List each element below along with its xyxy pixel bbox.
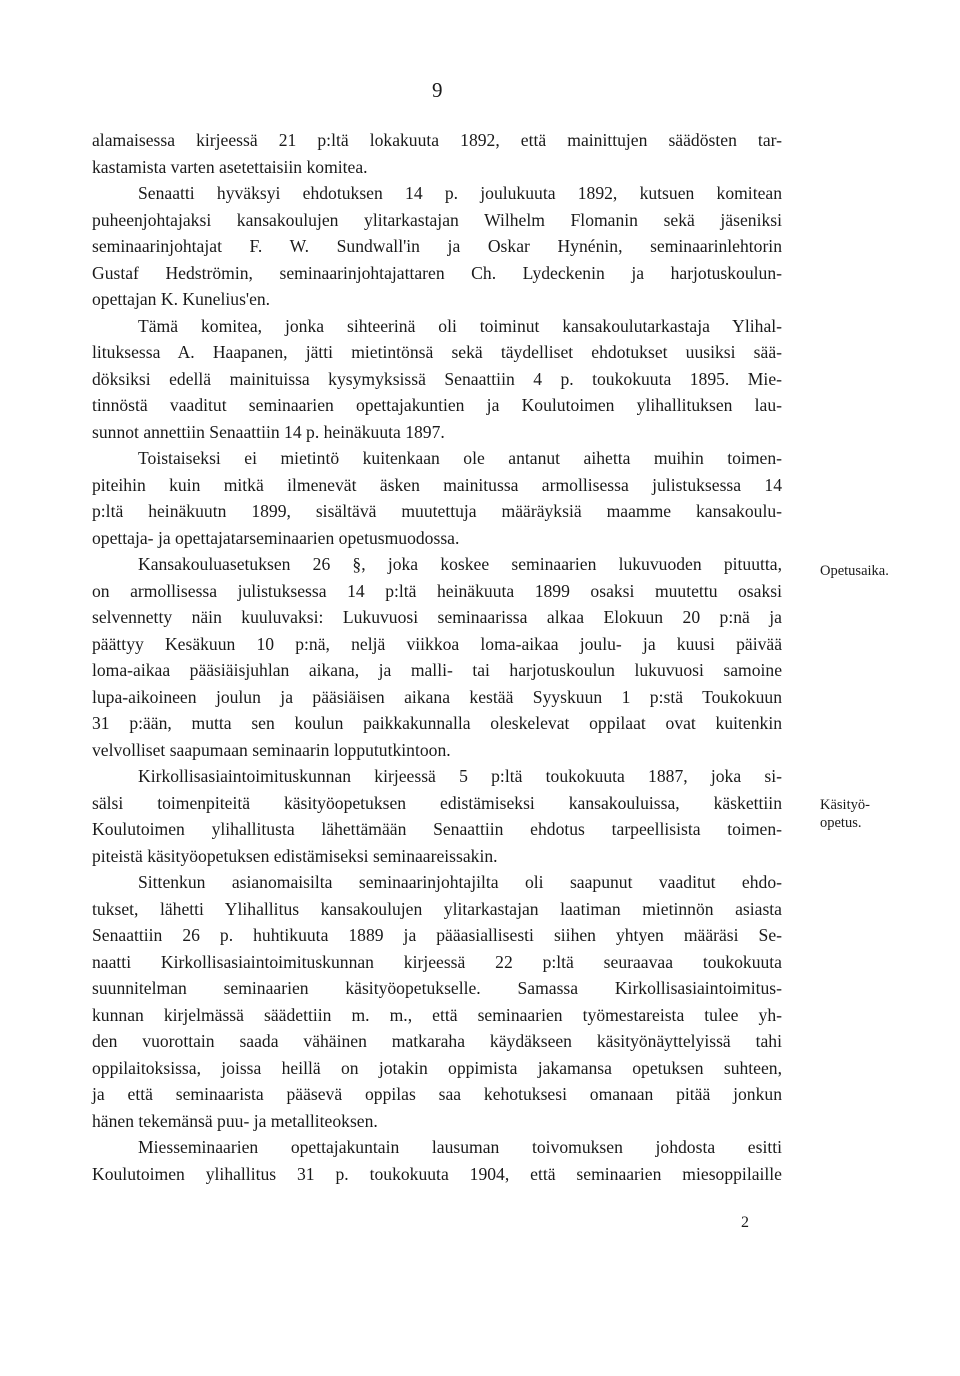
text-line: sunnot annettiin Senaattiin 14 p. heinäkuuta 1897. <box>92 421 445 442</box>
text-line: seminaarinjohtajat F. W. Sundwall'in ja Oskar Hynénin, seminaarinlehtorin <box>92 236 782 256</box>
text-line: piteihin kuin mitkä ilmenevät äsken mainitussa armollisessa julistuksessa 14 <box>92 474 782 495</box>
text-line: loma-aikaa pääsiäisjuhlan aikana, ja malli- tai harjotuskoulun lukuvuosi samoine <box>92 660 782 680</box>
text-line: Toistaiseksi ei mietintö kuitenkaan ole antanut aihetta muihin toimen- <box>138 448 782 468</box>
text-line: lupa-aikoineen joulun ja pääsiäisen aikana kestää Syyskuun 1 p:stä Toukokuun <box>92 686 782 707</box>
text-line: suunnitelman seminaarien käsityöopetukselle. Samassa Kirkollisasiaintoimitus- <box>92 978 782 998</box>
text-line: lituksessa A. Haapanen, jätti mietintönsä sekä täydelliset ehdotukset uusiksi sää- <box>92 342 782 362</box>
text-line: naatti Kirkollisasiaintoimituskunnan kirjeessä 22 p:ltä seuraavaa toukokuuta <box>92 951 782 972</box>
text-line: Kirkollisasiaintoimituskunnan kirjeessä 5 p:ltä toukokuuta 1887, joka si- <box>138 766 782 786</box>
text-line: kunnan kirjelmässä säädettiin m. m., että seminaarien työmestareista tulee yh- <box>92 1004 782 1025</box>
text-line: velvolliset saapumaan seminaarin loppututkintoon. <box>92 739 451 760</box>
marginal-note-opetusaika: Opetusaika. <box>820 563 889 579</box>
text-line: opettaja- ja opettajatarseminaarien opetusmuodossa. <box>92 527 460 548</box>
text-line: sälsi toimenpiteitä käsityöopetuksen edistämiseksi kansakouluissa, käskettiin <box>92 792 782 813</box>
text-line: Tämä komitea, jonka sihteerinä oli toiminut kansakoulutarkastaja Ylihal- <box>138 315 782 336</box>
text-line: den vuorottain saada vähäinen matkaraha käydäkseen käsityönäyttelyissä tahi <box>92 1031 782 1051</box>
text-line: alamaisessa kirjeessä 21 p:ltä lokakuuta 1892, että mainittujen säädösten tar- <box>92 130 782 150</box>
text-line: piteistä käsityöopetuksen edistämiseksi seminaareissakin. <box>92 845 498 866</box>
text-line: opettajan K. Kunelius'en. <box>92 289 271 309</box>
text-line: Sittenkun asianomaisilta seminaarinjohtajilta oli saapunut vaaditut ehdo- <box>138 872 782 892</box>
text-line: tukset, lähetti Ylihallitus kansakoulujen ylitarkastajan laatiman mietinnön asiasta <box>92 898 782 919</box>
text-line: Koulutoimen ylihallitus 31 p. toukokuuta 1904, että seminaarien miesoppilaille <box>92 1163 782 1184</box>
text-line: oppilaitoksissa, joissa heillä on jotakin oppimista jakamansa opetuksen suhteen, <box>92 1057 782 1078</box>
text-line: on armollisessa julistuksessa 14 p:ltä heinäkuuta 1899 osaksi muutettu osaksi <box>92 580 782 601</box>
text-line: päättyy Kesäkuun 10 p:nä, neljä viikkoa loma-aikaa joulu- ja kuusi päivää <box>92 633 782 654</box>
text-line: tinnöstä vaaditut seminaarien opettajakuntien ja Koulutoimen ylihallituksen lau- <box>92 395 782 415</box>
text-line: Koulutoimen ylihallitusta lähettämään Senaattiin ehdotus tarpeellisista toimen- <box>92 819 782 839</box>
page-number: 9 <box>432 78 443 102</box>
text-line: Kansakouluasetuksen 26 §, joka koskee seminaarien lukuvuoden pituutta, <box>138 554 782 574</box>
body-text <box>92 127 782 1187</box>
text-line: 31 p:ään, mutta sen koulun paikkakunnalla oleskelevat oppilaat ovat kuitenkin <box>92 713 782 733</box>
text-line: ja että seminaarista pääsevä oppilas saa kehotuksesi omanaan pitää jonkun <box>92 1084 782 1104</box>
text-line: hänen tekemänsä puu- ja metalliteoksen. <box>92 1110 378 1131</box>
text-line: selvennetty näin kuuluvaksi: Lukuvuosi seminaarissa alkaa Elokuun 20 p:nä ja <box>92 607 782 627</box>
text-line: puheenjohtajaksi kansakoulujen ylitarkastajan Wilhelm Flomanin sekä jäseniksi <box>92 209 782 230</box>
marginal-note-kasityoopetus: Käsityö- opetus. <box>820 797 870 831</box>
text-line: p:ltä heinäkuutn 1899, sisältävä muutettuja määräyksiä maamme kansakoulu- <box>92 501 782 521</box>
text-line: kastamista varten asetettaisiin komitea. <box>92 156 368 177</box>
text-line: Gustaf Hedströmin, seminaarinjohtajattaren Ch. Lydeckenin ja harjotuskoulun- <box>92 262 782 283</box>
signature-mark: 2 <box>741 1214 749 1231</box>
text-line: Senaattiin 26 p. huhtikuuta 1889 ja pääasiallisesti siihen yhtyen määräsi Se- <box>92 925 782 945</box>
text-line: döksiksi edellä mainituissa kysymyksissä Senaattiin 4 p. toukokuuta 1895. Mie- <box>92 368 782 389</box>
text-line: Senaatti hyväksyi ehdotuksen 14 p. joulukuuta 1892, kutsuen komitean <box>138 183 782 203</box>
text-line: Miesseminaarien opettajakuntain lausuman toivomuksen johdosta esitti <box>138 1137 782 1157</box>
